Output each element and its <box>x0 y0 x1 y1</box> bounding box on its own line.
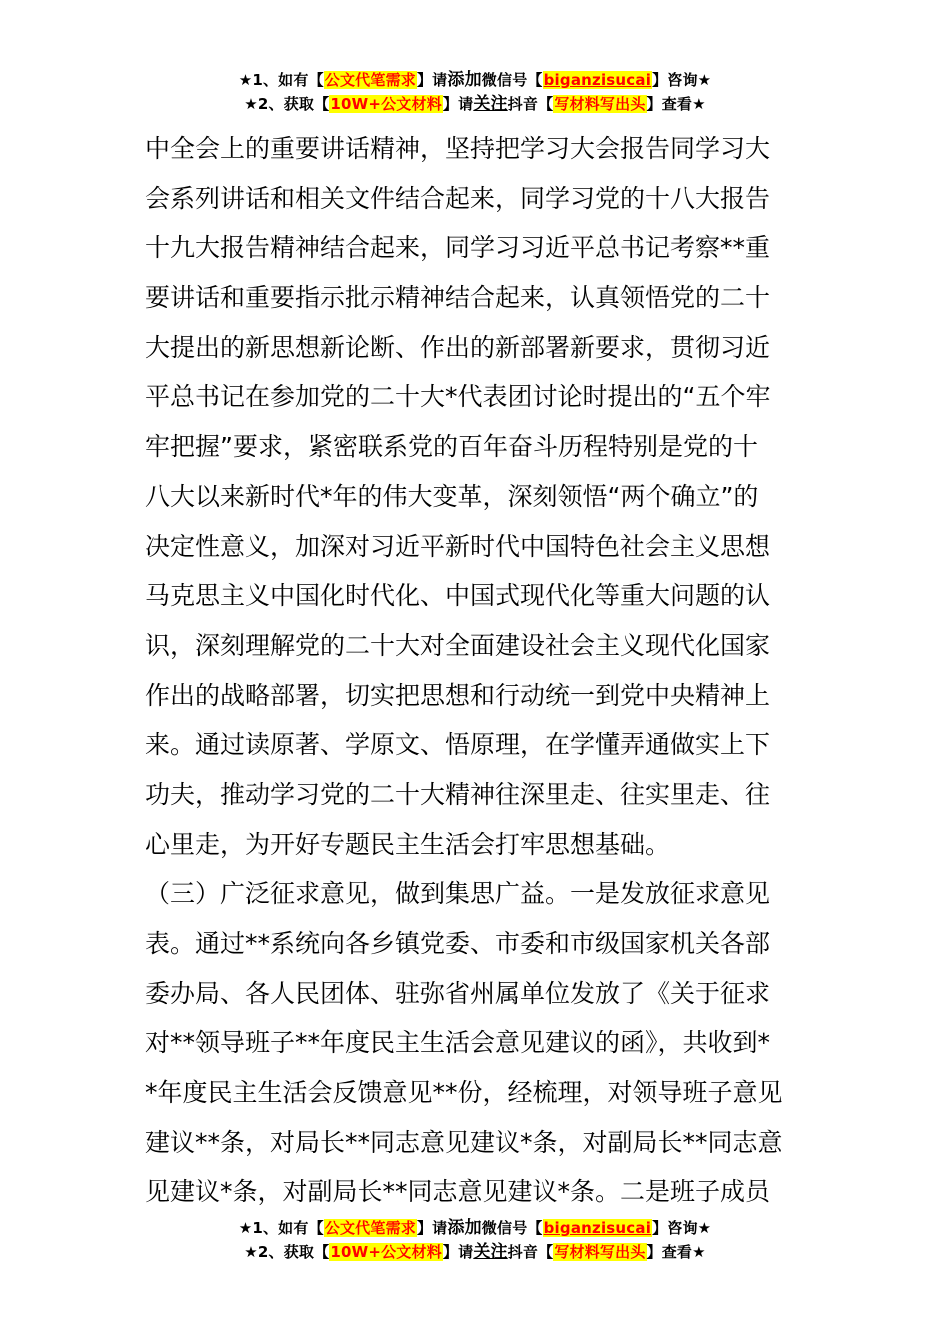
body-line: 表。通过**系统向各乡镇党委、市委和市级国家机关各部 <box>145 929 771 958</box>
footer-line-2-emphasis: 关注 <box>473 1242 508 1262</box>
footer-line-1-text-b: 微信号【 <box>481 1219 543 1237</box>
footer-douyin-account: 写材料写出头 <box>554 1243 646 1261</box>
body-line: 马克思主义中国化时代化、中国式现代化等重大问题的认 <box>145 581 771 611</box>
footer-highlight-ghostwriting: 公文代笔需求 <box>324 1219 416 1237</box>
body-line: 牢把握”要求，紧密联系党的百年奋斗历程特别是党的十 <box>145 432 758 462</box>
body-line: 中全会上的重要讲话精神，坚持把学习大会报告同学习大 <box>145 134 771 163</box>
body-line: 平总书记在参加党的二十大*代表团讨论时提出的“五个牢 <box>145 382 771 412</box>
body-line: 功夫，推动学习党的二十大精神往深里走、往实里走、往 <box>145 779 771 809</box>
footer-highlight-materials: 10W+公文材料 <box>330 1243 442 1261</box>
footer-line-1 <box>0 1216 950 1240</box>
header-wechat-id: biganzisucai <box>543 71 652 89</box>
footer-banner <box>0 1216 950 1264</box>
header-line-2-prefix: ★2、获取【 <box>244 95 330 113</box>
footer-wechat-id: biganzisucai <box>543 1219 652 1237</box>
body-line: 心里走，为开好专题民主生活会打牢思想基础。 <box>145 829 671 859</box>
body-line: 委办局、各人民团体、驻弥省州属单位发放了《关于征求 <box>145 978 771 1008</box>
footer-line-2-prefix: ★2、获取【 <box>244 1243 330 1261</box>
header-line-2-emphasis: 关注 <box>473 94 508 114</box>
header-line-2-text-a: 】请 <box>442 95 474 113</box>
body-line: 决定性意义，加深对习近平新时代中国特色社会主义思想 <box>145 531 771 561</box>
body-line: 建议**条，对局长**同志意见建议*条，对副局长**同志意 <box>145 1127 783 1157</box>
body-line: *年度民主生活会反馈意见**份，经梳理，对领导班子意见 <box>145 1078 783 1108</box>
body-line: 十九大报告精神结合起来，同学习习近平总书记考察**重 <box>145 233 771 263</box>
body-line: 要讲话和重要指示批示精神结合起来，认真领悟党的二十 <box>145 283 771 313</box>
footer-line-1-prefix: ★1、如有【 <box>238 1219 324 1237</box>
header-line-1-text-a: 】请 <box>416 71 448 89</box>
header-line-1-text-b: 微信号【 <box>481 71 543 89</box>
header-line-2-suffix: 】查看★ <box>646 95 706 113</box>
body-line: 作出的战略部署，切实把思想和行动统一到党中央精神上 <box>145 680 771 710</box>
footer-line-2 <box>0 1240 950 1264</box>
body-line: 对**领导班子**年度民主生活会意见建议的函》，共收到* <box>145 1028 771 1058</box>
body-line: 八大以来新时代*年的伟大变革，深刻领悟“两个确立”的 <box>145 481 759 511</box>
body-line: 会系列讲话和相关文件结合起来，同学习党的十八大报告 <box>145 183 771 213</box>
body-line: 识，深刻理解党的二十大对全面建设社会主义现代化国家 <box>145 630 771 660</box>
header-banner <box>0 68 950 116</box>
header-line-1-prefix: ★1、如有【 <box>238 71 324 89</box>
header-line-2-text-b: 抖音【 <box>507 95 554 113</box>
header-highlight-materials: 10W+公文材料 <box>330 95 442 113</box>
body-line: 见建议*条，对副局长**同志意见建议*条。二是班子成员 <box>145 1177 771 1207</box>
document-body <box>145 124 825 1217</box>
footer-line-1-suffix: 】咨询★ <box>652 1219 712 1237</box>
body-line: 来。通过读原著、学原文、悟原理，在学懂弄通做实上下 <box>145 730 771 760</box>
body-line: 大提出的新思想新论断、作出的新部署新要求，贯彻习近 <box>145 332 771 362</box>
header-douyin-account: 写材料写出头 <box>554 95 646 113</box>
header-line-1-suffix: 】咨询★ <box>652 71 712 89</box>
footer-line-2-text-b: 抖音【 <box>507 1243 554 1261</box>
header-line-1 <box>0 68 950 92</box>
footer-line-1-emphasis: 添加 <box>447 1218 482 1238</box>
section-heading-line: （三）广泛征求意见，做到集思广益。一是发放征求意见 <box>145 879 771 909</box>
header-line-1-emphasis: 添加 <box>447 70 482 90</box>
header-line-2 <box>0 92 950 116</box>
footer-line-2-suffix: 】查看★ <box>646 1243 706 1261</box>
header-highlight-ghostwriting: 公文代笔需求 <box>324 71 416 89</box>
footer-line-2-text-a: 】请 <box>442 1243 474 1261</box>
footer-line-1-text-a: 】请 <box>416 1219 448 1237</box>
